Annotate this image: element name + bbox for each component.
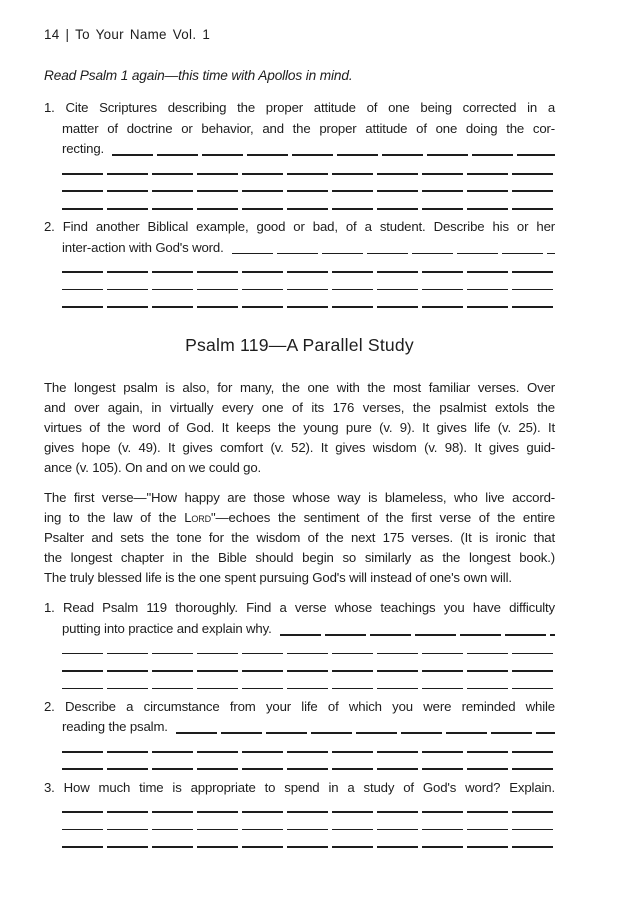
exercise2-question-2	[44, 697, 555, 773]
text-line: and over again, in virtually every one of its 176 verses, the psalmist extols the	[44, 400, 555, 416]
instruction-line: Read Psalm 1 again—this time with Apollos in mind.	[44, 68, 353, 83]
answer-line	[62, 177, 555, 195]
answer-line	[176, 732, 555, 734]
paragraph-1	[44, 378, 555, 478]
answer-line	[62, 275, 555, 293]
question-text-line: reading the psalm.	[62, 719, 168, 735]
exercise2-question-1	[44, 598, 555, 691]
exercise1-question-1	[44, 98, 555, 212]
text-line: The first verse—"How happy are those whose way is blameless, who live accord-	[44, 490, 555, 506]
question-text-line: recting.	[62, 141, 105, 157]
answer-line	[62, 738, 555, 756]
question-tail-row	[62, 619, 555, 639]
exercise2-question-3	[44, 778, 555, 851]
answer-line	[62, 258, 555, 276]
text-segment: ing to the law of the	[44, 510, 185, 526]
question-text-line: 2. Find another Biblical example, good or bad, of a student. Describe his or her	[44, 219, 555, 235]
question-text-line: inter-action with God's word.	[62, 239, 224, 255]
exercise1-question-2	[44, 217, 555, 310]
question-text-line: 1. Cite Scriptures describing the proper attitude of one being corrected in a	[44, 100, 555, 116]
answer-line	[112, 154, 555, 156]
answer-line	[62, 815, 555, 833]
text-segment: "—echoes the sentiment of the first verse of the entire	[210, 510, 556, 526]
question-tail-row	[62, 238, 555, 258]
question-text-line: 3. How much time is appropriate to spend in a study of God's word? Explain.	[44, 779, 555, 795]
question-tail-row	[62, 717, 555, 737]
text-line: The longest psalm is also, for many, the one with the most familiar verses. Over	[44, 380, 555, 396]
text-line: the longest chapter in the Bible should begin so similarly as the longest book.)	[44, 550, 555, 566]
question-text-line: putting into practice and explain why.	[62, 620, 272, 636]
page-header: 14 | To Your Name Vol. 1	[44, 27, 211, 42]
question-text-line: 2. Describe a circumstance from your life of which you were reminded while	[44, 698, 555, 714]
answer-line	[280, 634, 555, 636]
answer-line	[62, 293, 555, 311]
exercise2	[44, 598, 555, 850]
answer-line	[62, 639, 555, 657]
section-title: Psalm 119—A Parallel Study	[185, 335, 414, 356]
answer-line	[232, 253, 555, 255]
answer-line	[62, 160, 555, 178]
answer-line	[62, 755, 555, 773]
answer-line	[62, 798, 555, 816]
text-line: ance (v. 105). On and on we could go.	[44, 460, 262, 476]
small-caps-lord: Lord	[184, 510, 211, 526]
question-tail-row	[62, 139, 555, 159]
answer-line	[62, 674, 555, 692]
paragraph-2	[44, 488, 555, 588]
question-text-line: matter of doctrine or behavior, and the proper attitude of one doing the cor-	[62, 120, 555, 136]
text-line: The truly blessed life is the one spent pursuing God's will instead of one's own will.	[44, 570, 512, 586]
question-text-line: 1. Read Psalm 119 thoroughly. Find a verse whose teachings you have difficulty	[44, 600, 555, 616]
text-line: virtues of the word of God. It keeps the young pure (v. 9). It gives life (v. 25). It	[44, 420, 555, 436]
text-line: gives hope (v. 49). It gives comfort (v. 52). It gives wisdom (v. 98). It gives guid-	[44, 440, 555, 456]
text-line	[44, 508, 555, 528]
answer-line	[62, 833, 555, 851]
text-line: Psalter and sets the tone for the wisdom of the next 175 verses. (It is ironic that	[44, 530, 555, 546]
answer-line	[62, 195, 555, 213]
answer-line	[62, 657, 555, 675]
